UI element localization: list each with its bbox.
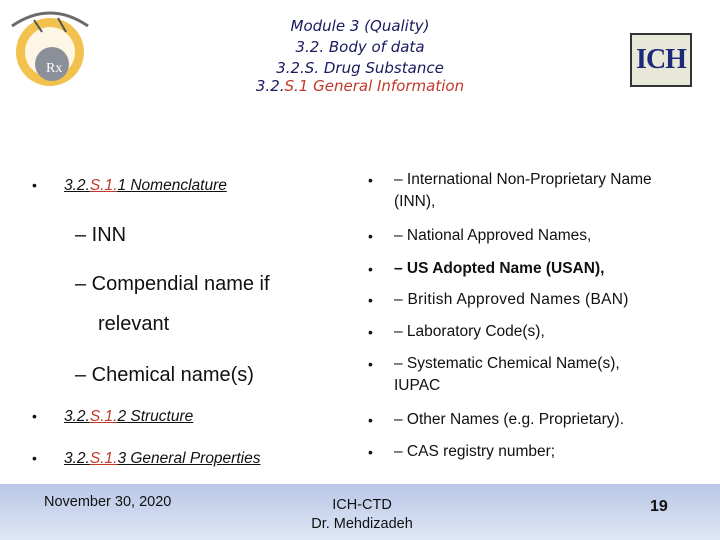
title-line-1: Module 3 (Quality)	[290, 17, 430, 35]
heading-red: S.1.	[89, 177, 118, 194]
heading-prefix: 3.2.	[64, 450, 90, 467]
right-item-cas: – CAS registry number;	[394, 443, 556, 460]
title-line-4-highlight: S.1 General Information	[284, 77, 465, 95]
footer-center-line-1: ICH-CTD	[332, 497, 392, 513]
logo-monogram: Rx	[46, 61, 63, 76]
title-line-4	[0, 76, 720, 97]
structure-heading	[64, 408, 193, 426]
sub-item-inn: – INN	[75, 224, 127, 246]
right-item-other-names: – Other Names (e.g. Proprietary).	[394, 411, 624, 428]
footer-center	[300, 496, 424, 534]
heading-suffix: 1 Nomenclature	[117, 177, 227, 194]
nomenclature-heading	[64, 177, 227, 195]
heading-suffix: 2 Structure	[117, 408, 194, 425]
sub-item-chemical: – Chemical name(s)	[75, 364, 254, 386]
heading-red: S.1.	[89, 408, 118, 425]
title-line-2: 3.2. Body of data	[295, 38, 425, 56]
heading-prefix: 3.2.	[64, 408, 90, 425]
heading-suffix: 3 General Properties	[117, 450, 261, 467]
ich-logo	[630, 33, 692, 87]
bullet: •	[368, 444, 373, 460]
right-item-systematic	[394, 353, 620, 397]
right-item-line: – Systematic Chemical Name(s),	[394, 355, 620, 372]
right-item-line: IUPAC	[394, 377, 441, 394]
bullet: •	[368, 261, 373, 277]
right-item-line: (INN),	[394, 193, 436, 210]
right-item-ban: – British Approved Names (BAN)	[394, 291, 629, 308]
bullet: •	[368, 356, 373, 372]
bullet: •	[368, 412, 373, 428]
heading-prefix: 3.2.	[64, 177, 90, 194]
title-line-4-prefix: 3.2.	[255, 77, 285, 95]
right-item-lab-code: – Laboratory Code(s),	[394, 323, 545, 340]
heading-red: S.1.	[89, 450, 118, 467]
page-number: 19	[650, 498, 668, 515]
right-item-usan: – US Adopted Name (USAN),	[394, 260, 605, 277]
footer-center-line-2: Dr. Mehdizadeh	[311, 516, 413, 532]
sub-item-compendial: – Compendial name if	[75, 273, 270, 295]
bullet: •	[368, 172, 373, 188]
footer-date: November 30, 2020	[44, 494, 172, 510]
bullet: •	[32, 450, 37, 466]
title-line-3: 3.2.S. Drug Substance	[276, 59, 444, 77]
general-properties-heading	[64, 450, 260, 468]
bullet: •	[32, 408, 37, 424]
ich-logo-text: ICH	[636, 44, 686, 75]
bullet: •	[32, 177, 37, 193]
bullet: •	[368, 292, 373, 308]
sub-item-compendial-cont: relevant	[98, 313, 170, 335]
right-item-line: – International Non-Proprietary Name	[394, 171, 652, 188]
bullet: •	[368, 324, 373, 340]
bullet: •	[368, 228, 373, 244]
right-item-inn	[394, 169, 652, 213]
right-item-national: – National Approved Names,	[394, 227, 592, 244]
